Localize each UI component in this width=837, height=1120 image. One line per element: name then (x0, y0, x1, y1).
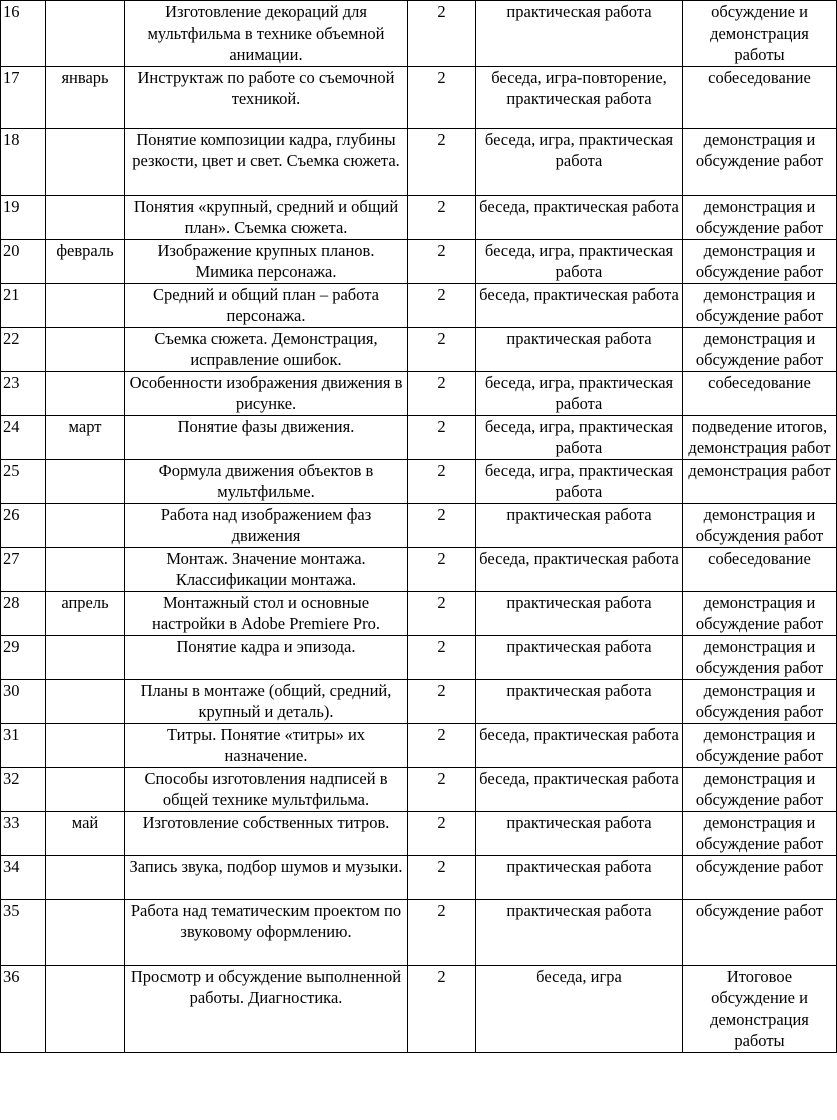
table-row (1, 591, 837, 635)
row-control: демонстрация и обсуждение работ (683, 128, 837, 195)
row-number: 22 (1, 327, 46, 371)
row-month: февраль (46, 239, 125, 283)
row-form: практическая работа (476, 591, 683, 635)
row-topic: Особенности изображения движения в рисунке. (125, 371, 408, 415)
row-topic: Запись звука, подбор шумов и музыки. (125, 855, 408, 899)
row-number: 36 (1, 965, 46, 1052)
row-control: собеседование (683, 66, 837, 128)
row-hours: 2 (408, 66, 476, 128)
row-hours: 2 (408, 811, 476, 855)
row-month (46, 503, 125, 547)
row-topic: Планы в монтаже (общий, средний, крупный и деталь). (125, 679, 408, 723)
row-form: беседа, практическая работа (476, 195, 683, 239)
row-topic: Монтаж. Значение монтажа. Классификации монтажа. (125, 547, 408, 591)
table-row (1, 855, 837, 899)
row-form: практическая работа (476, 327, 683, 371)
row-number: 25 (1, 459, 46, 503)
table-row (1, 327, 837, 371)
row-topic: Изображение крупных планов. Мимика персонажа. (125, 239, 408, 283)
table-row (1, 128, 837, 195)
table-row (1, 195, 837, 239)
row-month (46, 767, 125, 811)
row-form: беседа, практическая работа (476, 767, 683, 811)
table-row (1, 283, 837, 327)
row-number: 19 (1, 195, 46, 239)
row-control: демонстрация и обсуждение работ (683, 811, 837, 855)
row-control: подведение итогов, демонстрация работ (683, 415, 837, 459)
row-control: демонстрация и обсуждение работ (683, 327, 837, 371)
table-row (1, 66, 837, 128)
table-row (1, 503, 837, 547)
row-topic: Инструктаж по работе со съемочной техникой. (125, 66, 408, 128)
row-month: май (46, 811, 125, 855)
row-topic: Понятия «крупный, средний и общий план». Съемка сюжета. (125, 195, 408, 239)
row-month (46, 899, 125, 965)
row-month: март (46, 415, 125, 459)
row-number: 26 (1, 503, 46, 547)
row-month (46, 1, 125, 67)
row-number: 35 (1, 899, 46, 965)
table-row (1, 899, 837, 965)
row-number: 16 (1, 1, 46, 67)
row-hours: 2 (408, 855, 476, 899)
row-topic: Понятие фазы движения. (125, 415, 408, 459)
row-topic: Съемка сюжета. Демонстрация, исправление ошибок. (125, 327, 408, 371)
row-hours: 2 (408, 283, 476, 327)
row-topic: Работа над тематическим проектом по звуковому оформлению. (125, 899, 408, 965)
table-row (1, 459, 837, 503)
row-form: беседа, игра, практическая работа (476, 415, 683, 459)
row-control: собеседование (683, 547, 837, 591)
row-hours: 2 (408, 459, 476, 503)
row-number: 21 (1, 283, 46, 327)
row-form: практическая работа (476, 855, 683, 899)
row-month: январь (46, 66, 125, 128)
row-control: демонстрация работ (683, 459, 837, 503)
table-row (1, 679, 837, 723)
row-hours: 2 (408, 415, 476, 459)
row-control: демонстрация и обсуждения работ (683, 503, 837, 547)
row-hours: 2 (408, 371, 476, 415)
row-form: беседа, игра (476, 965, 683, 1052)
row-month (46, 195, 125, 239)
row-hours: 2 (408, 128, 476, 195)
row-form: беседа, практическая работа (476, 283, 683, 327)
row-topic: Просмотр и обсуждение выполненной работы. Диагностика. (125, 965, 408, 1052)
row-control: обсуждение и демонстрация работы (683, 1, 837, 67)
row-topic: Изготовление декораций для мультфильма в технике объемной анимации. (125, 1, 408, 67)
row-topic: Формула движения объектов в мультфильме. (125, 459, 408, 503)
row-topic: Изготовление собственных титров. (125, 811, 408, 855)
row-form: практическая работа (476, 899, 683, 965)
row-form: практическая работа (476, 503, 683, 547)
row-number: 20 (1, 239, 46, 283)
row-hours: 2 (408, 965, 476, 1052)
row-control: собеседование (683, 371, 837, 415)
row-month (46, 965, 125, 1052)
row-number: 18 (1, 128, 46, 195)
row-topic: Способы изготовления надписей в общей технике мультфильма. (125, 767, 408, 811)
table-row (1, 415, 837, 459)
row-month (46, 459, 125, 503)
row-hours: 2 (408, 679, 476, 723)
table-row (1, 811, 837, 855)
row-topic: Монтажный стол и основные настройки в Adobe Premiere Pro. (125, 591, 408, 635)
row-form: беседа, игра, практическая работа (476, 239, 683, 283)
row-number: 30 (1, 679, 46, 723)
row-control: демонстрация и обсуждение работ (683, 239, 837, 283)
row-hours: 2 (408, 635, 476, 679)
row-number: 33 (1, 811, 46, 855)
row-month (46, 679, 125, 723)
row-control: демонстрация и обсуждения работ (683, 635, 837, 679)
table-row (1, 767, 837, 811)
row-number: 23 (1, 371, 46, 415)
row-hours: 2 (408, 591, 476, 635)
row-form: беседа, игра, практическая работа (476, 459, 683, 503)
row-number: 28 (1, 591, 46, 635)
table-row (1, 547, 837, 591)
row-hours: 2 (408, 547, 476, 591)
table-row (1, 239, 837, 283)
row-form: беседа, игра-повторение, практическая работа (476, 66, 683, 128)
row-number: 17 (1, 66, 46, 128)
row-hours: 2 (408, 723, 476, 767)
row-control: демонстрация и обсуждение работ (683, 591, 837, 635)
row-form: беседа, практическая работа (476, 723, 683, 767)
row-control: обсуждение работ (683, 855, 837, 899)
row-number: 32 (1, 767, 46, 811)
row-hours: 2 (408, 239, 476, 283)
row-control: демонстрация и обсуждения работ (683, 679, 837, 723)
table-row (1, 371, 837, 415)
row-topic: Понятие кадра и эпизода. (125, 635, 408, 679)
row-topic: Титры. Понятие «титры» их назначение. (125, 723, 408, 767)
row-topic: Понятие композиции кадра, глубины резкости, цвет и свет. Съемка сюжета. (125, 128, 408, 195)
row-topic: Средний и общий план – работа персонажа. (125, 283, 408, 327)
row-number: 34 (1, 855, 46, 899)
row-control: демонстрация и обсуждение работ (683, 283, 837, 327)
row-form: беседа, игра, практическая работа (476, 371, 683, 415)
row-number: 31 (1, 723, 46, 767)
row-number: 24 (1, 415, 46, 459)
row-month (46, 283, 125, 327)
row-month (46, 855, 125, 899)
row-number: 27 (1, 547, 46, 591)
table-row (1, 723, 837, 767)
row-form: беседа, практическая работа (476, 547, 683, 591)
row-month (46, 547, 125, 591)
row-control: демонстрация и обсуждение работ (683, 767, 837, 811)
row-month (46, 128, 125, 195)
row-form: практическая работа (476, 1, 683, 67)
row-form: практическая работа (476, 679, 683, 723)
row-hours: 2 (408, 327, 476, 371)
row-month (46, 723, 125, 767)
row-control: Итоговое обсуждение и демонстрация работы (683, 965, 837, 1052)
row-month (46, 635, 125, 679)
row-hours: 2 (408, 1, 476, 67)
row-form: практическая работа (476, 811, 683, 855)
row-hours: 2 (408, 767, 476, 811)
table-row (1, 635, 837, 679)
row-control: обсуждение работ (683, 899, 837, 965)
row-hours: 2 (408, 503, 476, 547)
row-hours: 2 (408, 899, 476, 965)
row-hours: 2 (408, 195, 476, 239)
row-month (46, 371, 125, 415)
row-month: апрель (46, 591, 125, 635)
table-row (1, 1, 837, 67)
row-form: беседа, игра, практическая работа (476, 128, 683, 195)
row-control: демонстрация и обсуждение работ (683, 723, 837, 767)
row-number: 29 (1, 635, 46, 679)
row-control: демонстрация и обсуждение работ (683, 195, 837, 239)
row-topic: Работа над изображением фаз движения (125, 503, 408, 547)
table-row (1, 965, 837, 1052)
row-form: практическая работа (476, 635, 683, 679)
row-month (46, 327, 125, 371)
